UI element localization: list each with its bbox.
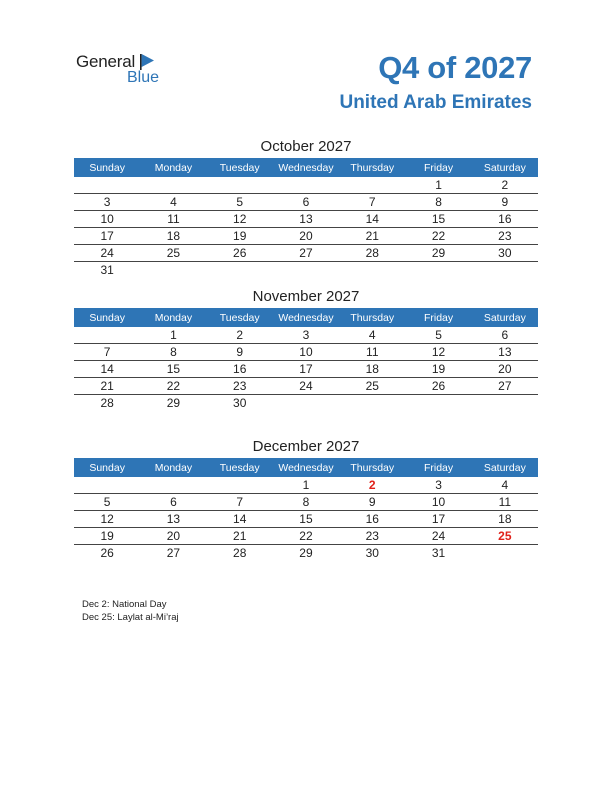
week-row: [74, 378, 538, 395]
day-cell: 7: [74, 344, 140, 361]
day-cell: 19: [207, 228, 273, 245]
day-cell: 4: [339, 327, 405, 344]
day-cell: 23: [339, 528, 405, 545]
day-cell: 17: [74, 228, 140, 245]
day-cell: 30: [472, 245, 538, 262]
week-row: [74, 477, 538, 494]
day-cell: 5: [207, 194, 273, 211]
empty-day-cell: [472, 395, 538, 412]
day-cell: 25: [140, 245, 206, 262]
empty-day-cell: [472, 262, 538, 279]
day-cell: 8: [140, 344, 206, 361]
holiday-notes: [82, 598, 179, 624]
logo-flag-icon: [140, 54, 154, 70]
day-cell: 6: [273, 194, 339, 211]
day-cell: 20: [273, 228, 339, 245]
day-cell: 15: [405, 211, 471, 228]
logo-blue-text: Blue: [127, 69, 160, 86]
empty-day-cell: [405, 262, 471, 279]
weekday-header: Tuesday: [207, 458, 273, 477]
day-cell: 10: [74, 211, 140, 228]
day-cell: 10: [273, 344, 339, 361]
week-row: [74, 245, 538, 262]
empty-day-cell: [207, 262, 273, 279]
weekday-header: Wednesday: [273, 458, 339, 477]
day-cell: 13: [140, 511, 206, 528]
day-cell: 18: [472, 511, 538, 528]
weekday-header: Friday: [405, 308, 471, 327]
weekday-header: Thursday: [339, 308, 405, 327]
calendar-table: [74, 458, 538, 561]
day-cell: 29: [299, 546, 313, 560]
week-row: [74, 262, 538, 279]
weekday-header: Thursday: [339, 458, 405, 477]
day-cell: 24: [273, 378, 339, 395]
day-cell: 30: [233, 396, 247, 410]
day-cell: 25: [339, 378, 405, 395]
day-cell: 3: [273, 327, 339, 344]
week-row: [74, 395, 538, 412]
day-cell: 11: [140, 211, 206, 228]
weekday-header: Saturday: [472, 158, 538, 177]
day-cell: 8: [273, 494, 339, 511]
logo-general-text: General: [76, 52, 136, 71]
weekday-header: Wednesday: [273, 308, 339, 327]
empty-day-cell: [207, 177, 273, 194]
day-cell: 29: [405, 245, 471, 262]
month-title: December 2027: [252, 438, 360, 455]
calendar-table: [74, 308, 538, 411]
week-row: [74, 194, 538, 211]
day-cell: 20: [472, 361, 538, 378]
weekday-header: Sunday: [74, 308, 140, 327]
day-cell: 23: [207, 378, 273, 395]
weekday-header: Friday: [405, 158, 471, 177]
day-cell: 22: [405, 228, 471, 245]
day-cell: 26: [207, 245, 273, 262]
empty-day-cell: [207, 477, 273, 494]
day-cell: 30: [365, 546, 379, 560]
day-cell: 16: [472, 211, 538, 228]
week-row: [74, 327, 538, 344]
day-cell: 12: [74, 511, 140, 528]
day-cell: 10: [405, 494, 471, 511]
day-cell: 1: [405, 177, 471, 194]
logo: [76, 52, 176, 88]
week-row: [74, 511, 538, 528]
weekday-header: Saturday: [472, 458, 538, 477]
weekday-header: Monday: [140, 308, 206, 327]
day-cell: 6: [472, 327, 538, 344]
day-cell: 17: [405, 511, 471, 528]
day-cell: 21: [74, 378, 140, 395]
day-cell: 22: [273, 528, 339, 545]
day-cell: 11: [472, 494, 538, 511]
month-title: November 2027: [252, 288, 360, 305]
weekday-header: Wednesday: [273, 158, 339, 177]
day-cell: 9: [472, 194, 538, 211]
day-cell: 24: [405, 528, 471, 545]
week-row: [74, 344, 538, 361]
week-row: [74, 361, 538, 378]
day-cell: 8: [405, 194, 471, 211]
week-row: [74, 494, 538, 511]
empty-day-cell: [273, 177, 339, 194]
weekday-header-row: [74, 158, 538, 177]
empty-day-cell: [405, 395, 471, 412]
day-cell: 18: [339, 361, 405, 378]
day-cell: 4: [472, 477, 538, 494]
weekday-header: Sunday: [74, 158, 140, 177]
empty-day-cell: [472, 545, 538, 562]
empty-day-cell: [339, 262, 405, 279]
calendar-table: [74, 158, 538, 278]
day-cell: 28: [233, 546, 247, 560]
weekday-header: Thursday: [339, 158, 405, 177]
day-cell: 31: [431, 546, 446, 560]
day-cell: 19: [405, 361, 471, 378]
day-cell: 20: [140, 528, 206, 545]
weekday-header: Saturday: [472, 308, 538, 327]
day-cell: 2: [472, 177, 538, 194]
day-cell: 4: [140, 194, 206, 211]
day-cell: 6: [140, 494, 206, 511]
day-cell: 21: [339, 228, 405, 245]
month-title: October 2027: [260, 138, 352, 155]
empty-day-cell: [140, 177, 206, 194]
day-cell: 18: [140, 228, 206, 245]
weekday-header: Monday: [140, 458, 206, 477]
weekday-header-row: [74, 458, 538, 477]
day-cell: 5: [74, 494, 140, 511]
day-cell: 17: [273, 361, 339, 378]
day-cell: 15: [140, 361, 206, 378]
day-cell: 13: [472, 344, 538, 361]
day-cell: 29: [166, 396, 181, 410]
day-cell: 7: [339, 194, 405, 211]
day-cell: 3: [405, 477, 471, 494]
day-cell: 15: [273, 511, 339, 528]
day-cell: 26: [405, 378, 471, 395]
day-cell: 5: [405, 327, 471, 344]
empty-day-cell: [339, 395, 405, 412]
day-cell: 16: [339, 511, 405, 528]
empty-day-cell: [273, 262, 339, 279]
weekday-header: Sunday: [74, 458, 140, 477]
day-cell: 2: [207, 327, 273, 344]
empty-day-cell: [74, 327, 140, 344]
day-cell: 11: [339, 344, 405, 361]
week-row: [74, 528, 538, 545]
week-row: [74, 177, 538, 194]
day-cell: 9: [207, 344, 273, 361]
month-october: [74, 136, 538, 278]
day-cell: 19: [74, 528, 140, 545]
day-cell: 27: [166, 546, 181, 560]
day-cell: 28: [339, 245, 405, 262]
month-november: [74, 286, 538, 411]
day-cell: 14: [74, 361, 140, 378]
weekday-header-row: [74, 308, 538, 327]
empty-day-cell: [273, 395, 339, 412]
day-cell: 23: [472, 228, 538, 245]
weekday-header: Monday: [140, 158, 206, 177]
day-cell: 9: [339, 494, 405, 511]
holiday-day-cell: 2: [339, 477, 405, 494]
day-cell: 13: [273, 211, 339, 228]
day-cell: 12: [207, 211, 273, 228]
day-cell: 27: [273, 245, 339, 262]
day-cell: 31: [100, 263, 114, 277]
empty-day-cell: [339, 177, 405, 194]
holiday-note: Dec 2: National Day: [82, 599, 167, 610]
day-cell: 7: [207, 494, 273, 511]
day-cell: 12: [405, 344, 471, 361]
day-cell: 3: [74, 194, 140, 211]
day-cell: 21: [207, 528, 273, 545]
holiday-day-cell: 25: [472, 528, 538, 545]
day-cell: 14: [207, 511, 273, 528]
day-cell: 26: [100, 546, 114, 560]
month-december: [74, 436, 538, 561]
day-cell: 28: [100, 396, 114, 410]
empty-day-cell: [74, 477, 140, 494]
empty-day-cell: [74, 177, 140, 194]
day-cell: 1: [273, 477, 339, 494]
empty-day-cell: [140, 262, 206, 279]
week-row: [74, 228, 538, 245]
day-cell: 27: [472, 378, 538, 395]
empty-day-cell: [140, 477, 206, 494]
weekday-header: Tuesday: [207, 158, 273, 177]
week-row: [74, 211, 538, 228]
holiday-note: Dec 25: Laylat al-Mi’raj: [82, 612, 179, 623]
day-cell: 16: [207, 361, 273, 378]
week-row: [74, 545, 538, 562]
day-cell: 14: [339, 211, 405, 228]
weekday-header: Friday: [405, 458, 471, 477]
day-cell: 24: [74, 245, 140, 262]
day-cell: 22: [140, 378, 206, 395]
day-cell: 1: [140, 327, 206, 344]
page-title: Q4 of 2027: [378, 50, 532, 85]
country-name: United Arab Emirates: [339, 92, 532, 113]
weekday-header: Tuesday: [207, 308, 273, 327]
